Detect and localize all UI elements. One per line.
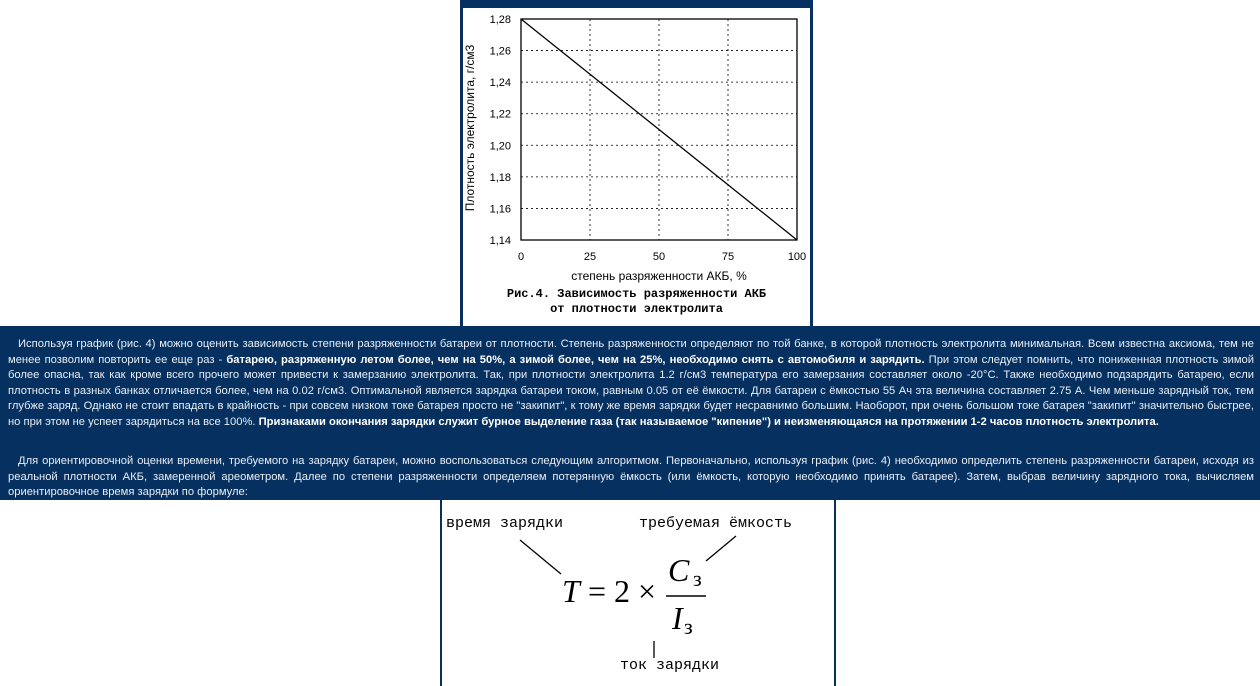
y-tick-label: 1,14	[489, 235, 511, 247]
figure-caption-line-1: Рис.4. Зависимость разряженности АКБ	[506, 287, 767, 301]
formula-denominator: I	[672, 600, 683, 636]
y-tick-label: 1,16	[489, 203, 511, 216]
paragraph-2: Для ориентировочной оценки времени, требуемого на зарядку батареи, можно воспользоваться следующим алгоритмом. Первоначально, используя график (рис. 4) необходимо определить степень разряженности батареи, исходя из реальной плотности АКБ, замеренной ареометром. Далее по степени разряженности определяем потерянную ёмкость (или ёмкость, которую необходимо принять батарее). Затем, выбрав величину зарядного тока, вычисляем ориентировочное время зарядки по формуле:	[8, 455, 1254, 498]
formula-numerator-sub: з	[693, 566, 702, 591]
figure-caption-line-2: от плотности электролита	[550, 302, 723, 316]
y-tick-label: 1,26	[489, 45, 511, 58]
x-axis-title: степень разряженности АКБ, %	[571, 269, 747, 283]
x-tick-label: 0	[517, 251, 525, 263]
article-text-panel	[0, 326, 1260, 500]
y-tick-label: 1,22	[489, 108, 511, 121]
paragraph-1-bold-a: батарею, разряженную летом более, чем на 50%, а зимой более, чем на 25%, необходимо снять с автомобиля и зарядить.	[226, 353, 925, 366]
x-tick-labels	[518, 251, 806, 263]
label-required-capacity: требуемая ёмкость	[639, 515, 793, 532]
density-discharge-chart	[460, 0, 813, 326]
formula-equals-two-times: = 2 ×	[588, 573, 657, 609]
y-tick-label: 1,18	[489, 171, 511, 184]
paragraph-1-bold-b: Признаками окончания зарядки служит бурное выделение газа (так называемое "кипение") и неизменяющаяся на протяжении 1-2 часов плотность электролита.	[258, 415, 1159, 428]
y-tick-label: 1,28	[489, 14, 511, 26]
paragraph-1	[8, 337, 1254, 430]
x-tick-label: 25	[583, 251, 597, 263]
pointer-capacity	[706, 536, 736, 561]
pointer-time	[520, 540, 561, 574]
y-tick-label: 1,20	[489, 140, 511, 153]
x-tick-label: 100	[787, 251, 807, 263]
paragraph-1-text-a: Используя график (рис. 4) можно оценить зависимость степени разряженности батареи от плотности. Степень разряженности определяют по той банке, в которой плотность электролита минимальная. Всем известна аксиома, тем не менее позволим повторить ее еще раз -	[8, 338, 1254, 366]
label-charge-time: время зарядки	[446, 515, 564, 532]
y-axis-title: Плотность электролита, г/см3	[463, 44, 477, 212]
y-tick-labels	[490, 14, 511, 247]
x-tick-label: 75	[721, 251, 735, 263]
formula-lhs: T	[562, 573, 580, 609]
series-line	[521, 19, 797, 240]
label-charge-current: ток зарядки	[620, 657, 720, 674]
charge-time-formula	[440, 500, 836, 686]
y-tick-label: 1,24	[489, 77, 511, 90]
x-tick-label: 50	[652, 251, 666, 263]
formula-numerator: C	[668, 552, 690, 588]
figure-4	[460, 0, 813, 326]
formula-denominator-sub: з	[684, 614, 693, 639]
paragraph-1-text-b: При этом следует помнить, что пониженная плотность зимой более опасна, так как кроме всего прочего может привести к замерзанию электролита. Так, при плотности электролита 1.2 г/см3 температура его замерзания составляет около -20°C. Также необходимо подзарядить батарею, если плотность в разных банках отличается более, чем на 0.02 г/см3. Оптимальной является зарядка батареи током, равным 0.05 от её ёмкости. Для батареи с ёмкостью 55 Ач эта величина составляет 2.75 А. Чем меньше зарядный ток, тем глубже заряд. Однако не стоит впадать в крайность - при совсем низком токе батарея просто не "закипит", к тому же время зарядки будет несравнимо большим. Наоборот, при очень большом токе батарея "закипит" значительно быстрее, но при этом не успеет зарядиться на все 100%.	[8, 353, 1254, 428]
